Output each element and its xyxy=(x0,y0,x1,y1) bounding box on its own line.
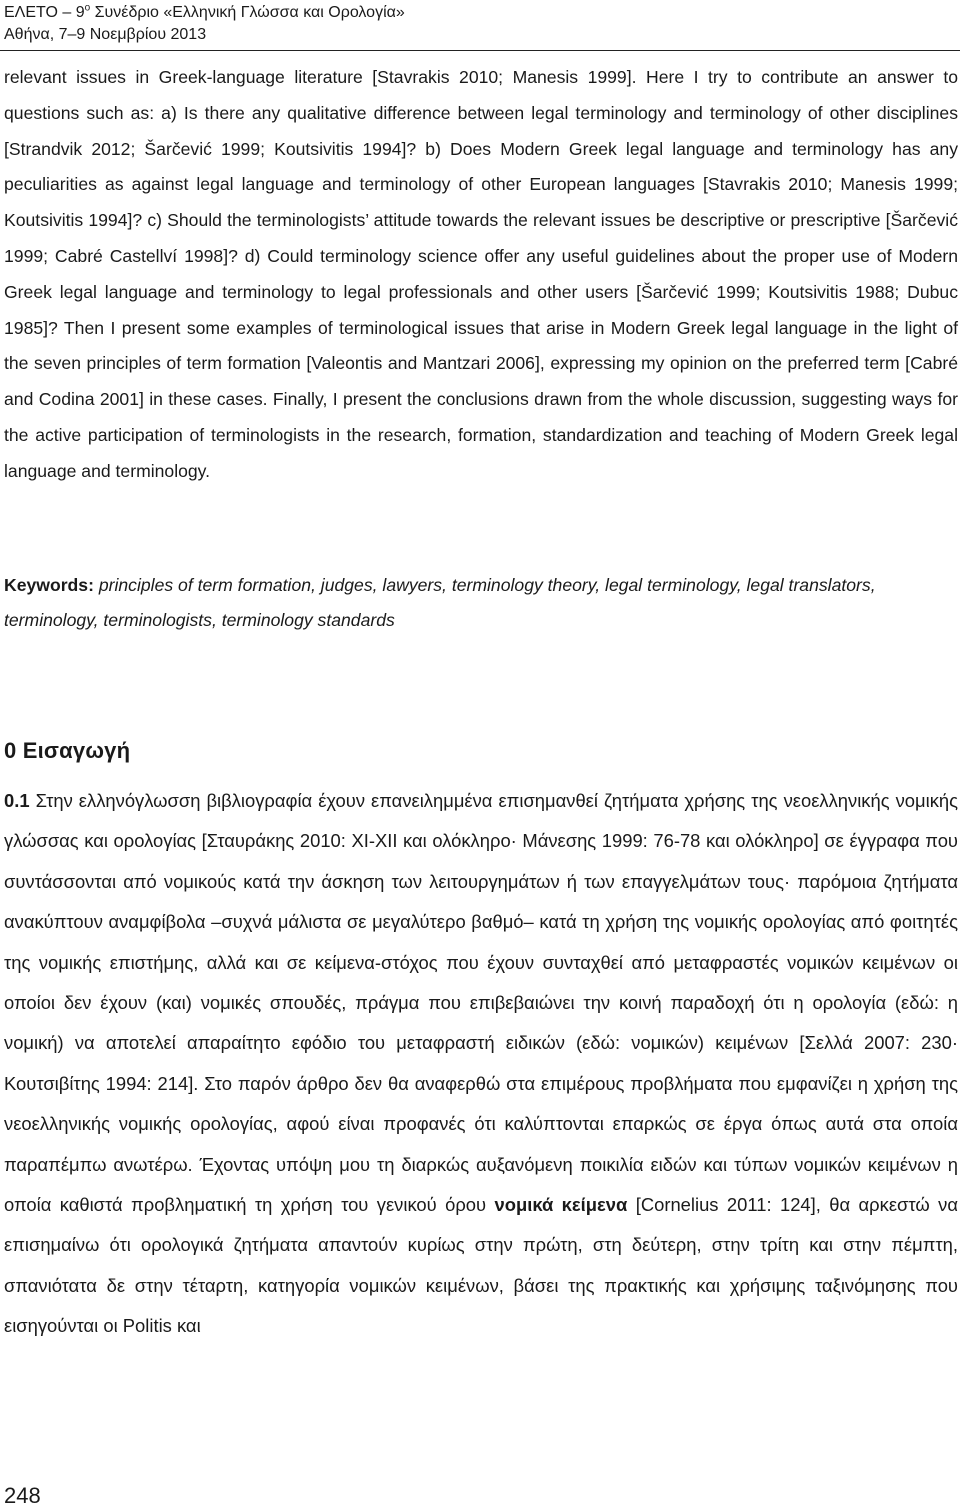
keywords-list: principles of term formation, judges, lawyers, terminology theory, legal terminology, legal translators, terminology, terminologists, terminology standards xyxy=(4,575,876,631)
conference-date: Αθήνα, 7–9 Νοεμβρίου 2013 xyxy=(4,26,207,43)
header-divider xyxy=(0,50,960,51)
keywords-block xyxy=(4,568,958,639)
paragraph-number: 0.1 xyxy=(4,790,30,811)
running-header xyxy=(4,2,405,46)
bold-term: νομικά κείμενα xyxy=(494,1194,628,1216)
keywords-label: Keywords: xyxy=(4,575,94,595)
page-number: 248 xyxy=(4,1483,41,1508)
abstract-text: relevant issues in Greek-language literature [Stavrakis 2010; Manesis 1999]. Here I try to contribute an answer to questions such as: a) Is there any qualitative difference between legal terminology and terminology of other disciplines [Strandvik 2012; Šarčević 1999; Koutsivitis 1994]? b) Does Modern Greek legal language and terminology has any peculiarities as against legal language and terminology of other European languages [Stavrakis 2010; Manesis 1999; Koutsivitis 1994]? c) Should the terminologists’ attitude towards the relevant issues be descriptive or prescriptive [Šarčević 1999; Cabré Castellví 1998]? d) Could terminology science offer any useful guidelines about the proper use of Modern Greek legal language and terminology to legal professionals and other users [Šarčević 1999; Koutsivitis 1988; Dubuc 1985]? Then I present some examples of terminological issues that arise in Modern Greek legal language in the light of the seven principles of term formation [Valeontis and Mantzari 2006], expressing my opinion on the preferred term [Cabré and Codina 2001] in these cases. Finally, I present the conclusions drawn from the whole discussion, suggesting ways for the active participation of terminologists in the research, formation, standardization and teaching of Modern Greek legal language and terminology. xyxy=(4,67,958,481)
body-paragraph xyxy=(4,781,958,1347)
paragraph-text-part1: Στην ελληνόγλωσση βιβλιογραφία έχουν επανειλημμένα επισημανθεί ζητήματα χρήσης της νεοελληνικής νομικής γλώσσας και ορολογίας [Σταυράκης 2010: XI-XII και ολόκληρο· Μάνεσης 1999: 76-78 και ολόκληρο] σε έγγραφα που συντάσσονται από νομικούς κατά την άσκηση των λειτουργημάτων ή των επαγγελμάτων τους· παρόμοια ζητήματα ανακύπτουν αναμφίβολα –συχνά μάλιστα σε μεγαλύτερο βαθμό– κατά τη χρήση της νομικής ορολογίας από φοιτητές της νομικής επιστήμης, αλλά και σε κείμενα-στόχος που έχουν συνταχθεί από μεταφραστές νομικών κειμένων οι οποίοι δεν έχουν (και) νομικές σπουδές, πράγμα που επιβεβαιώνει την κοινή παραδοχή ότι η ορολογία (εδώ: η νομική) να αποτελεί απαραίτητο εφόδιο του μεταφραστή ειδικών (εδώ: νομικών) κειμένων [Σελλά 2007: 230· Κουτσιβίτης 1994: 214]. Στο παρόν άρθρο δεν θα αναφερθώ στα επιμέρους προβλήματα που εμφανίζει η χρήση της νεοελληνικής νομικής ορολογίας, αφού είναι προφανές ότι καλύπτονται επαρκώς σε έργα όπως αυτά στα οποία παραπέμπω ανωτέρω. Έχοντας υπόψη μου τη διαρκώς αυξανόμενη ποικιλία ειδών και τύπων νομικών κειμένων η οποία καθιστά προβληματική τη χρήση του γενικού όρου xyxy=(4,790,958,1216)
paragraph-text-part2: [Cornelius 2011: 124], θα αρκεστώ να επισημαίνω ότι ορολογικά ζητήματα απαντούν κυρίως στην πρώτη, στη δεύτερη, στην τρίτη και στην πέμπτη, σπανιότατα δε στην τέταρτη, κατηγορία νομικών κειμένων, βάσει της πρακτικής και χρήσιμης ταξινόμησης που εισηγούνται οι Politis και xyxy=(4,1194,958,1337)
section-heading: 0 Εισαγωγή xyxy=(4,738,131,763)
abstract-paragraph xyxy=(4,60,958,490)
conference-title: ΕΛΕΤΟ – $9^o$ Συνέδριο «Ελληνική Γλώσσα και Ορολογία» xyxy=(4,2,405,21)
